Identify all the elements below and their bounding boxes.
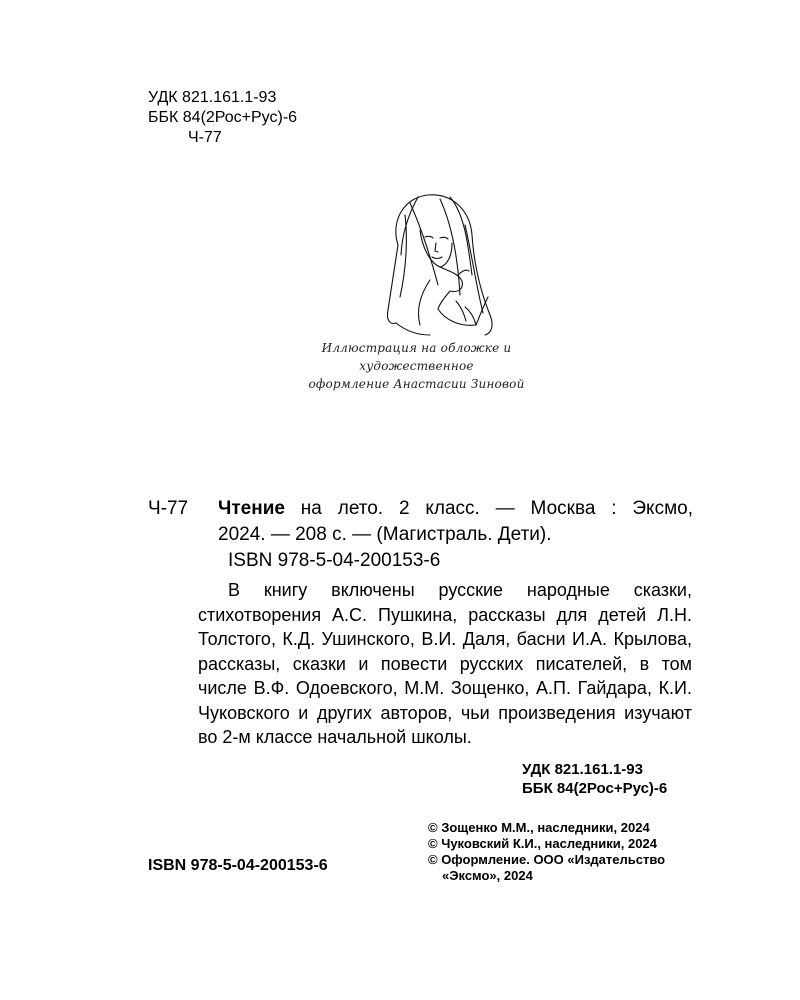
entry-line-2: 2024. — 208 с. — (Магистраль. Дети).	[218, 524, 552, 545]
illustration-caption	[284, 339, 549, 393]
entry-line-1	[218, 496, 693, 522]
author-mark: Ч-77	[188, 129, 222, 146]
copyright-line-4: «Эксмо», 2024	[442, 868, 533, 883]
bbk-code-right: ББК 84(2Рос+Рус)-6	[522, 780, 668, 797]
annotation	[198, 578, 692, 750]
bbk-code: ББК 84(2Рос+Рус)-6	[148, 109, 298, 126]
entry-line-1-rest: на лето. 2 класс. — Москва : Эксмо,	[284, 498, 693, 519]
entry-title: Чтение	[218, 498, 285, 519]
caption-line-1: Иллюстрация на обложке и художественное	[321, 341, 512, 373]
caption-line-2: оформление Анастасии Зиновой	[308, 377, 525, 391]
copyright-block	[428, 820, 665, 884]
copyright-line-2: © Чуковский К.И., наследники, 2024	[428, 836, 657, 851]
entry-isbn: ISBN 978-5-04-200153-6	[228, 550, 441, 571]
classification-codes	[148, 88, 297, 148]
isbn-bottom: ISBN 978-5-04-200153-6	[148, 857, 328, 874]
annotation-text: В книгу включены русские народные сказки, стихотворения А.С. Пушкина, рассказы для детей Л.Н. Толстого, К.Д. Ушинского, В.И. Даля, басни И.А. Крылова, рассказы, сказки и повести русских писателей, в том числе В.Ф. Одоевского, М.М. Зощенко, А.П. Гайдара, К.И. Чуковского и других авторов, чьи произведения изучают во 2-м классе начальной школы.	[198, 580, 692, 747]
copyright-line-1: © Зощенко М.М., наследники, 2024	[428, 820, 650, 835]
entry-catalog-mark: Ч-77	[148, 498, 189, 519]
udk-code: УДК 821.161.1-93	[148, 89, 277, 106]
classification-codes-right	[522, 760, 667, 798]
copyright-line-3: © Оформление. ООО «Издательство	[428, 852, 666, 867]
udk-code-right: УДК 821.161.1-93	[522, 761, 643, 778]
bibliographic-entry	[148, 496, 693, 574]
